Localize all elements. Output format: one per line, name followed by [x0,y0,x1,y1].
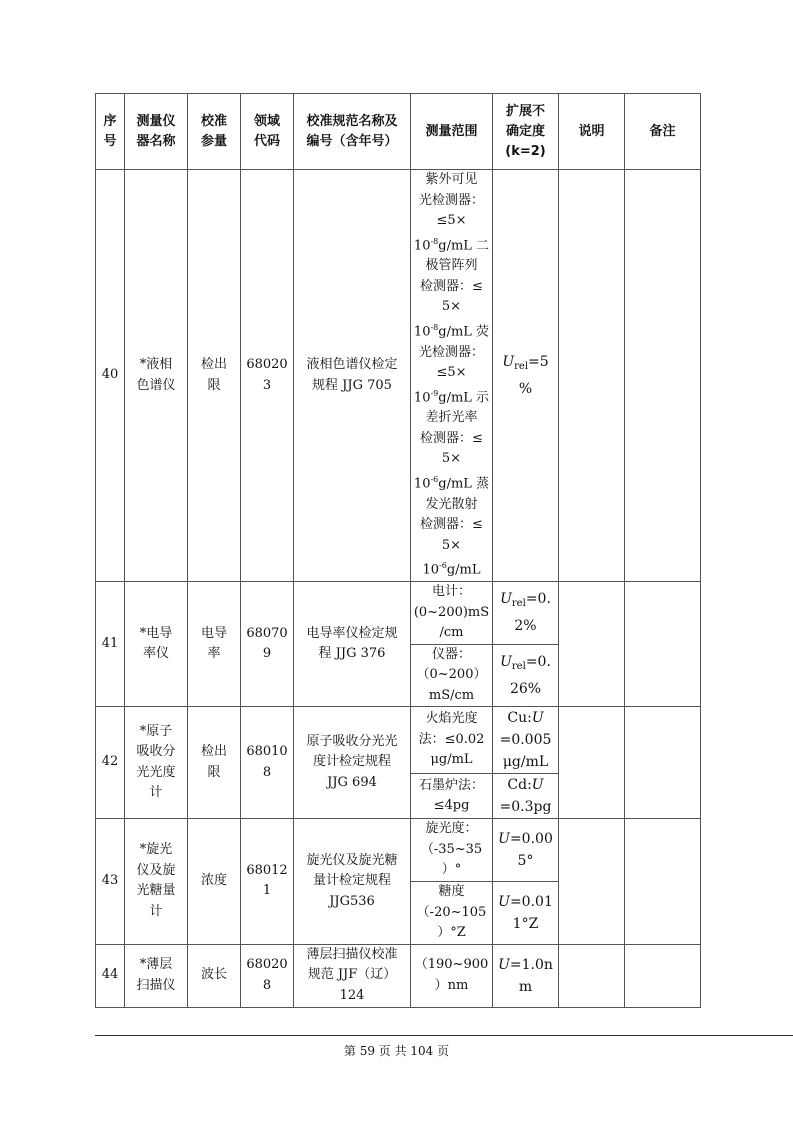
cell-uncertainty: Cu:U =0.005 μg/mL [493,707,559,774]
cell-uncertainty: Cd:U =0.3pg [493,774,559,819]
calibration-table [95,93,701,1008]
cell-range: 火焰光度 法：≤0.02 μg/mL [411,707,493,774]
cell-range: 紫外可见 光检测器： ≤5× $10^{-8}g/mL$ 二 极管阵列 检测器：≤ 5× $10^{-8}g/mL$ 荧 光检测器： ≤5× $10^{-9}g/mL$ 示 差折光率 检测器：≤ 5× $10^{-6}g/mL$ 蒸 发光散射 检测器：≤ 5× $10^{-6}g/mL$ [411,170,493,582]
cell-desc [559,170,625,582]
cell-param: 浓度 [188,819,241,945]
cell-name: *薄层 扫描仪 [125,944,188,1007]
header-name: 测量仪 器名称 [125,94,188,170]
cell-code: 68012 1 [241,819,294,945]
cell-no: 42 [96,707,125,819]
header-code: 领域 代码 [241,94,294,170]
cell-code: 68010 8 [241,707,294,819]
cell-param: 电导 率 [188,582,241,707]
cell-no: 40 [96,170,125,582]
cell-remark [625,819,701,945]
header-row [96,94,701,170]
cell-range: 仪器： （0~200） mS/cm [411,644,493,707]
header-spec: 校准规范名称及 编号（含年号） [294,94,411,170]
cell-spec: 电导率仪检定规 程 JJG 376 [294,582,411,707]
table-row [96,582,701,645]
cell-name: *旋光 仪及旋 光糖量 计 [125,819,188,945]
cell-range: 糖度 （-20~105 ）°Z [411,882,493,945]
cell-uncertainty: $U_{rel}=0$. 26% [493,644,559,707]
page-footer: 第 59 页 共 104 页 [343,1044,450,1058]
cell-code: 68020 3 [241,170,294,582]
cell-param: 波长 [188,944,241,1007]
cell-range: 电计： (0~200)mS /cm [411,582,493,645]
cell-spec: 液相色谱仪检定 规程 JJG 705 [294,170,411,582]
cell-name: *原子 吸收分 光光度 计 [125,707,188,819]
cell-range: （190~900 ）nm [411,944,493,1007]
cell-name: *电导 率仪 [125,582,188,707]
cell-range: 石墨炉法： ≤4pg [411,774,493,819]
cell-no: 43 [96,819,125,945]
cell-uncertainty: $U_{rel}=5$ % [493,170,559,582]
cell-spec: 原子吸收分光光 度计检定规程 JJG 694 [294,707,411,819]
table-row [96,944,701,1007]
header-uncertainty: 扩展不 确定度 (k=2) [493,94,559,170]
cell-code: 68070 9 [241,582,294,707]
cell-remark [625,582,701,707]
cell-desc [559,582,625,707]
table-row [96,707,701,774]
cell-uncertainty: U=0.00 5° [493,819,559,882]
table-row [96,819,701,882]
cell-desc [559,819,625,945]
cell-param: 检出 限 [188,707,241,819]
header-param: 校准 参量 [188,94,241,170]
table-row [96,170,701,582]
cell-remark [625,707,701,819]
cell-uncertainty: $U_{rel}=0$. 2% [493,582,559,645]
cell-no: 41 [96,582,125,707]
header-remark: 备注 [625,94,701,170]
header-desc: 说明 [559,94,625,170]
cell-remark [625,944,701,1007]
cell-remark [625,170,701,582]
cell-spec: 薄层扫描仪校准 规范 JJF（辽） 124 [294,944,411,1007]
cell-uncertainty: U=1.0n m [493,944,559,1007]
cell-no: 44 [96,944,125,1007]
cell-desc [559,707,625,819]
header-no: 序 号 [96,94,125,170]
cell-uncertainty: U=0.01 1°Z [493,882,559,945]
header-range: 测量范围 [411,94,493,170]
cell-desc [559,944,625,1007]
cell-param: 检出 限 [188,170,241,582]
cell-name: *液相 色谱仪 [125,170,188,582]
cell-code: 68020 8 [241,944,294,1007]
footer-rule [95,1035,793,1036]
cell-range: 旋光度： （-35~35 ）° [411,819,493,882]
cell-spec: 旋光仪及旋光糖 量计检定规程 JJG536 [294,819,411,945]
